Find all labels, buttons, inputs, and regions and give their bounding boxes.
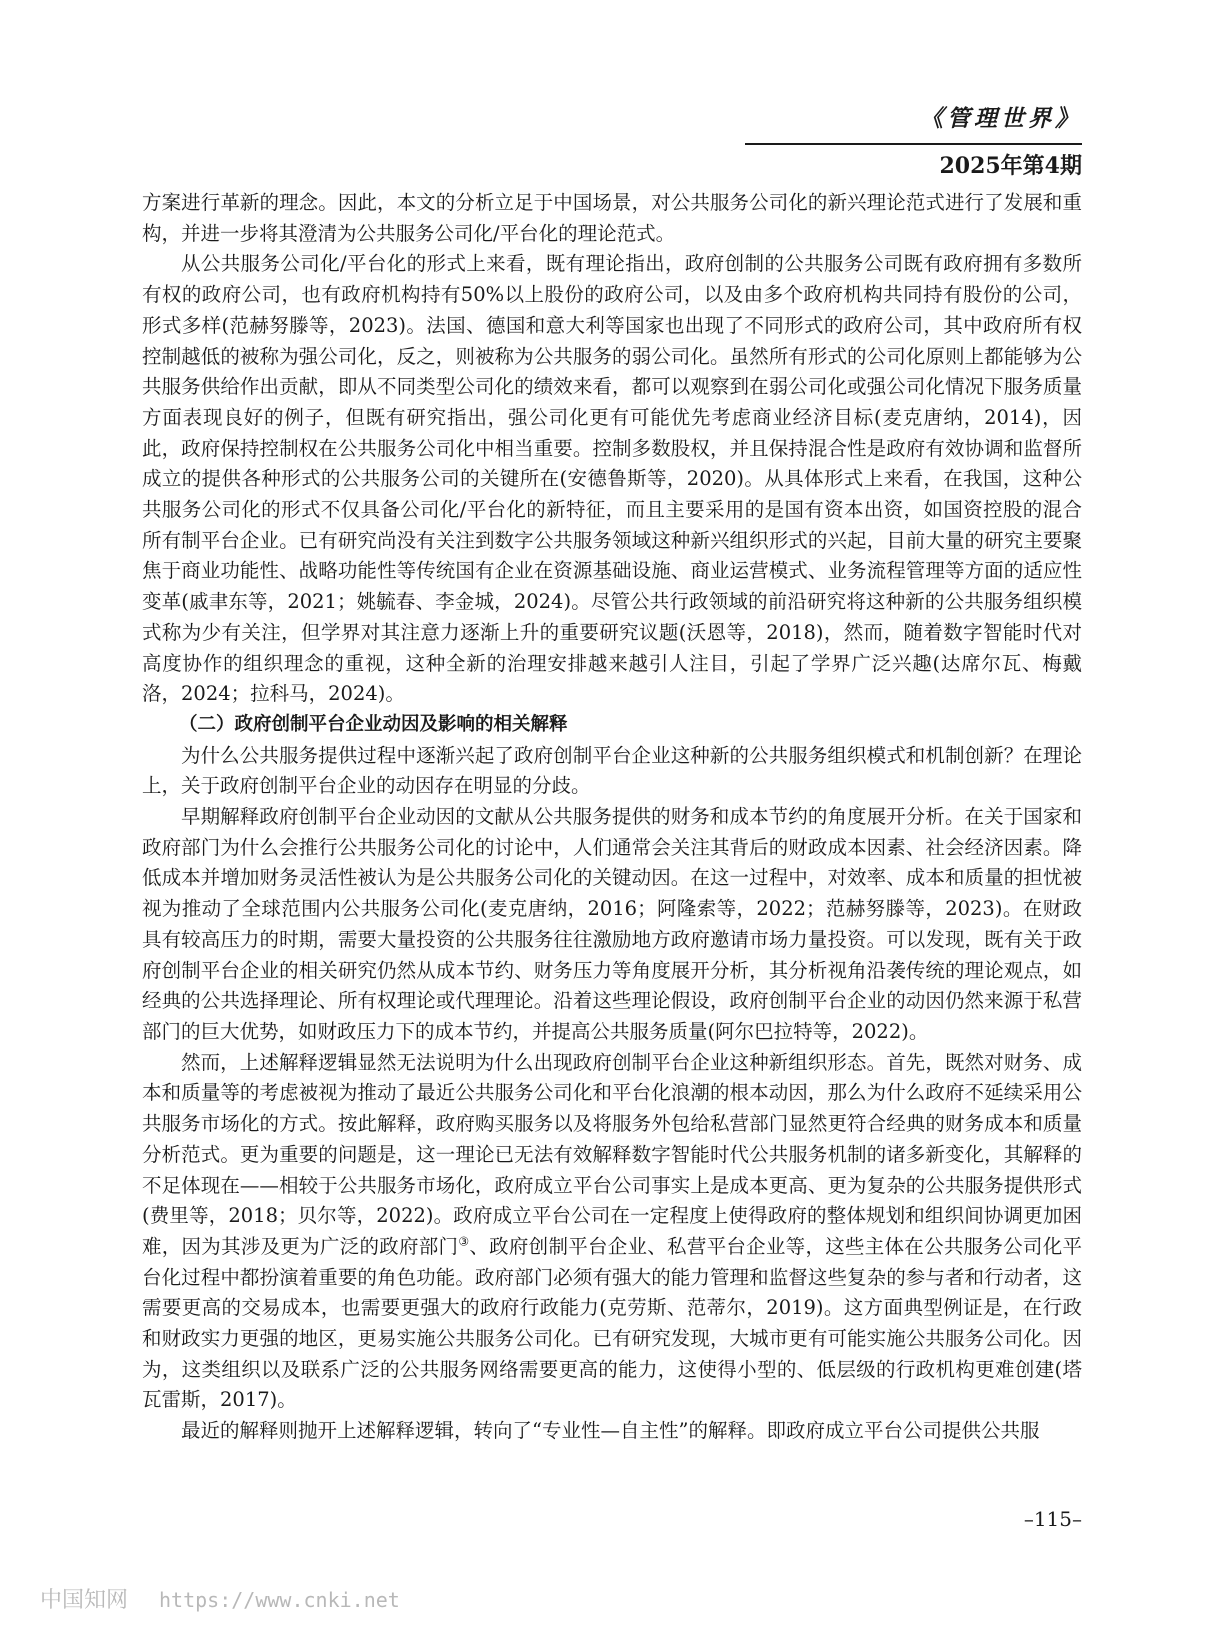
paragraph: 为什么公共服务提供过程中逐渐兴起了政府创制平台企业这种新的公共服务组织模式和机制创新？在理论上，关于政府创制平台企业的动因存在明显的分歧。 (142, 743, 1082, 798)
watermark-url: https://www.cnki.net (159, 1588, 400, 1612)
footnote-marker: ③ (458, 1234, 470, 1249)
article-body (142, 188, 1082, 1447)
issue-label: 2025年第4期 (939, 153, 1082, 179)
header-rule (745, 143, 1082, 145)
paragraph: 早期解释政府创制平台企业动因的文献从公共服务提供的财务和成本节约的角度展开分析。在关于国家和政府部门为什么会推行公共服务公司化的讨论中，人们通常会关注其背后的财政成本因素、社会经济因素。降低成本并增加财务灵活性被认为是公共服务公司化的关键动因。在这一过程中，对效率、成本和质量的担忧被视为推动了全球范围内公共服务公司化(麦克唐纳，2016；阿隆索等，2022；范赫努滕等，2023)。在财政具有较高压力的时期，需要大量投资的公共服务往往激励地方政府邀请市场力量投资。可以发现，既有关于政府创制平台企业的相关研究仍然从成本节约、财务压力等角度展开分析，其分析视角沿袭传统的理论观点，如经典的公共选择理论、所有权理论或代理理论。沿着这些理论假设，政府创制平台企业的动因仍然来源于私营部门的巨大优势，如财政压力下的成本节约，并提高公共服务质量(阿尔巴拉特等，2022)。 (142, 805, 1082, 1043)
journal-name: 《管理世界》 (920, 105, 1082, 132)
paragraph-continuation: 方案进行革新的理念。因此，本文的分析立足于中国场景，对公共服务公司化的新兴理论范式进行了发展和重构，并进一步将其澄清为公共服务公司化/平台化的理论范式。 (142, 191, 1082, 245)
paragraph: 最近的解释则抛开上述解释逻辑，转向了“专业性—自主性”的解释。即政府成立平台公司提供公共服 (181, 1419, 1040, 1443)
page-number: –115– (1023, 1507, 1082, 1531)
section-heading: （二）政府创制平台企业动因及影响的相关解释 (179, 713, 568, 735)
watermark (40, 1585, 400, 1616)
watermark-brand: 中国知网 (40, 1588, 129, 1613)
paragraph: 从公共服务公司化/平台化的形式上来看，既有理论指出，政府创制的公共服务公司既有政府拥有多数所有权的政府公司，也有政府机构持有50%以上股份的政府公司，以及由多个政府机构共同持有股份的公司，形式多样(范赫努滕等，2023)。法国、德国和意大利等国家也出现了不同形式的政府公司，其中政府所有权控制越低的被称为强公司化，反之，则被称为公共服务的弱公司化。虽然所有形式的公司化原则上都能够为公共服务供给作出贡献，即从不同类型公司化的绩效来看，都可以观察到在弱公司化或强公司化情况下服务质量方面表现良好的例子，但既有研究指出，强公司化更有可能优先考虑商业经济目标(麦克唐纳，2014)，因此，政府保持控制权在公共服务公司化中相当重要。控制多数股权，并且保持混合性是政府有效协调和监督所成立的提供各种形式的公共服务公司的关键所在(安德鲁斯等，2020)。从具体形式上来看，在我国，这种公共服务公司化的形式不仅具备公司化/平台化的新特征，而且主要采用的是国有资本出资，如国资控股的混合所有制平台企业。已有研究尚没有关注到数字公共服务领域这种新兴组织形式的兴起，目前大量的研究主要聚焦于商业功能性、战略功能性等传统国有企业在资源基础设施、商业运营模式、业务流程管理等方面的适应性变革(戚聿东等，2021；姚毓春、李金城，2024)。尽管公共行政领域的前沿研究将这种新的公共服务组织模式称为少有关注，但学界对其注意力逐渐上升的重要研究议题(沃恩等，2018)，然而，随着数字智能时代对高度协作的组织理念的重视，这种全新的治理安排越来越引人注目，引起了学界广泛兴趣(达席尔瓦、梅戴洛，2024；拉科马，2024)。 (142, 252, 1082, 706)
paragraph: 然而，上述解释逻辑显然无法说明为什么出现政府创制平台企业这种新组织形态。首先，既然对财务、成本和质量等的考虑被视为推动了最近公共服务公司化和平台化浪潮的根本动因，那么为什么政府不延续采用公共服务市场化的方式。按此解释，政府购买服务以及将服务外包给私营部门显然更符合经典的财务成本和质量分析范式。更为重要的问题是，这一理论已无法有效解释数字智能时代公共服务机制的诸多新变化，其解释的不足体现在——相较于公共服务市场化，政府成立平台公司事实上是成本更高、更为复杂的公共服务提供形式(费里等，2018；贝尔等，2022)。政府成立平台公司在一定程度上使得政府的整体规划和组织间协调更加困难，因为其涉及更为广泛的政府部门③、政府创制平台企业、私营平台企业等，这些主体在公共服务公司化平台化过程中都扮演着重要的角色功能。政府部门必须有强大的能力管理和监督这些复杂的参与者和行动者，这需要更高的交易成本，也需要更强大的政府行政能力(克劳斯、范蒂尔，2019)。这方面典型例证是，在行政和财政实力更强的地区，更易实施公共服务公司化。已有研究发现，大城市更有可能实施公共服务公司化。因为，这类组织以及联系广泛的公共服务网络需要更高的能力，这使得小型的、低层级的行政机构更难创建(塔瓦雷斯，2017)。 (142, 1050, 1082, 1412)
